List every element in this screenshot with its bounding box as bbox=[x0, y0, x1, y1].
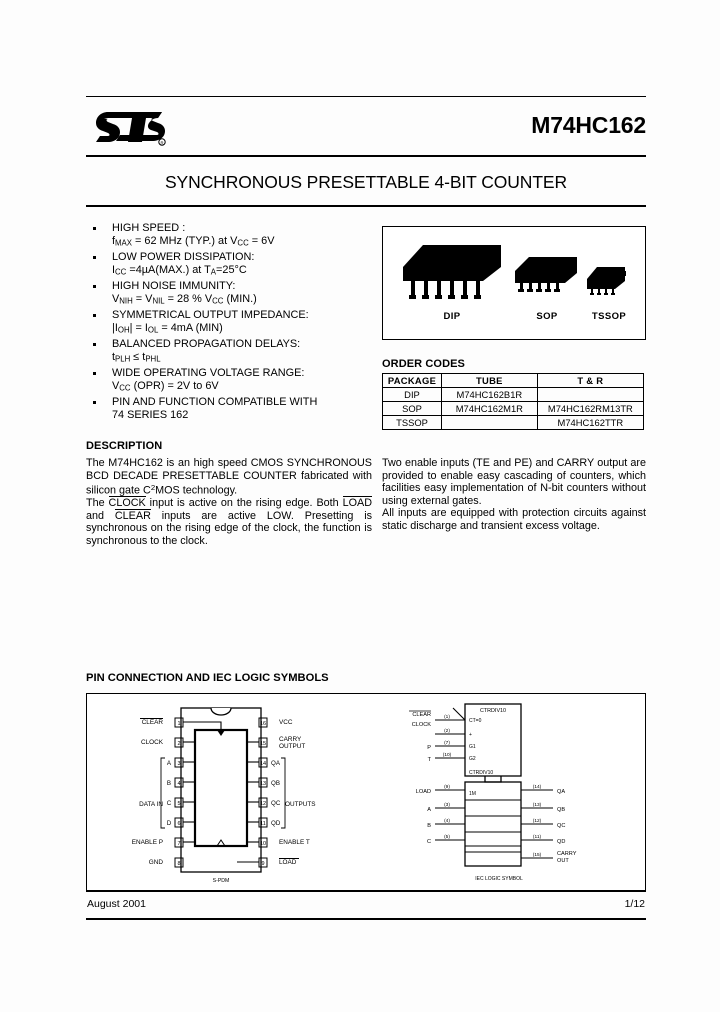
iec-logic-symbol-diagram bbox=[409, 704, 577, 882]
pin-label-clock: CLOCK bbox=[140, 739, 163, 746]
description-text: input is active on the rising edge. Both bbox=[145, 497, 343, 510]
pin-connection-panel bbox=[86, 693, 646, 892]
iec-label-clear: CLEAR bbox=[412, 712, 431, 718]
description-paragraph: Two enable inputs (TE and PE) and CARRY output are provided to enable easy cascading of counters, which facilities easy implementation of N-bit counters without using external gates. bbox=[382, 457, 646, 507]
iec-internal-plus: + bbox=[469, 732, 472, 738]
feature-line-1: LOW POWER DISSIPATION: bbox=[112, 251, 255, 264]
page-content-area bbox=[86, 0, 646, 1012]
iec-title: CTRDIV10 bbox=[479, 708, 507, 714]
iec-pin-number: (10) bbox=[442, 753, 452, 758]
iec-label-b: B bbox=[427, 823, 431, 829]
bullet-icon bbox=[93, 256, 96, 259]
description-heading: DESCRIPTION bbox=[86, 440, 163, 452]
pin-label-carry-2: OUTPUT bbox=[279, 743, 306, 750]
description-right-column bbox=[382, 457, 646, 533]
column-header-package: PACKAGE bbox=[383, 374, 442, 388]
feature-line-2: $V_{CC}$ (OPR) = 2V to 6V bbox=[112, 380, 219, 393]
column-header-tr: T & R bbox=[537, 374, 643, 388]
cell-tube bbox=[441, 416, 537, 430]
bullet-icon bbox=[93, 227, 96, 230]
pin-number: 16 bbox=[259, 721, 267, 727]
feature-line-2: $I_{CC} =4\mu A(MAX.)$ at $T_A=25^\circ C$ bbox=[112, 263, 247, 277]
feature-line-1: PIN AND FUNCTION COMPATIBLE WITH bbox=[112, 396, 318, 409]
pin-number: 9 bbox=[261, 861, 265, 867]
pin-label-enable-p: ENABLE P bbox=[131, 839, 163, 846]
bullet-icon bbox=[93, 372, 96, 375]
iec-pin-number: (2) bbox=[444, 729, 450, 734]
feature-line-2: $V_{NIH} = V_{NIL} = 28$ % $V_{CC}$ (MIN.) bbox=[112, 292, 257, 306]
footer-date: August 2001 bbox=[87, 898, 146, 910]
iec-pin-number: (12) bbox=[532, 819, 542, 824]
pin-group-outputs: OUTPUTS bbox=[285, 801, 316, 808]
iec-internal-m1: 1M bbox=[469, 791, 476, 797]
iec-pin-number: (5) bbox=[444, 835, 450, 840]
iec-out-qb: QB bbox=[557, 807, 566, 813]
page-title: SYNCHRONOUS PRESETTABLE 4-BIT COUNTER bbox=[164, 172, 568, 192]
feature-line-1: BALANCED PROPAGATION DELAYS: bbox=[112, 338, 301, 351]
list-item bbox=[86, 338, 372, 367]
iec-pin-number: (7) bbox=[444, 741, 450, 746]
iec-out-carry-1: CARRY bbox=[557, 851, 577, 857]
pin-label-carry-1: CARRY bbox=[279, 736, 302, 743]
package-dip bbox=[397, 237, 507, 322]
feature-line-1: WIDE OPERATING VOLTAGE RANGE: bbox=[112, 367, 305, 380]
sop-package-icon bbox=[511, 249, 583, 309]
header-rule-top bbox=[86, 96, 646, 97]
description-text: inputs are active LOW. Presetting is synchronous on the rising edge of the clock, the function is synchronous to the clock. bbox=[86, 509, 373, 548]
svg-text:R: R bbox=[160, 140, 164, 146]
feature-line-1: HIGH SPEED : bbox=[112, 222, 186, 234]
feature-line-1: SYMMETRICAL OUTPUT IMPEDANCE: bbox=[112, 309, 309, 322]
description-paragraph bbox=[86, 497, 372, 547]
data-bit-a: A bbox=[166, 760, 172, 767]
pin-number: 15 bbox=[259, 741, 267, 747]
output-qb: QB bbox=[271, 780, 280, 787]
feature-line-2: 74 SERIES 162 bbox=[112, 409, 189, 422]
cell-tube: M74HC162B1R bbox=[441, 388, 537, 402]
pin-label-load: LOAD bbox=[279, 859, 297, 866]
pin-number: 12 bbox=[259, 801, 267, 807]
table-row bbox=[383, 416, 644, 430]
pin-number: 8 bbox=[177, 861, 181, 867]
footer-rule-bottom bbox=[86, 918, 646, 920]
package-sop bbox=[511, 249, 583, 322]
pin-number: 5 bbox=[177, 801, 181, 807]
pin-connection-heading: PIN CONNECTION AND IEC LOGIC SYMBOLS bbox=[86, 672, 329, 684]
pin-number: 11 bbox=[260, 821, 266, 827]
footer-rule-top bbox=[86, 890, 646, 891]
column-header-tube: TUBE bbox=[441, 374, 537, 388]
clock-signal-name: CLOCK bbox=[108, 497, 146, 510]
description-text: The bbox=[86, 497, 109, 510]
header-rule-middle bbox=[86, 155, 646, 157]
pin-label-clear: CLEAR bbox=[141, 719, 163, 726]
list-item bbox=[86, 222, 372, 251]
list-item bbox=[86, 280, 372, 309]
pin-number: 6 bbox=[177, 821, 181, 827]
list-item bbox=[86, 251, 372, 280]
package-label: DIP bbox=[443, 311, 461, 322]
package-label: SOP bbox=[536, 311, 558, 322]
header-rule-bottom bbox=[86, 205, 646, 207]
output-qd: QD bbox=[271, 820, 281, 827]
iec-pin-number: (11) bbox=[532, 835, 542, 840]
pin-group-data-in: DATA IN bbox=[139, 801, 163, 808]
iec-pin-number: (3) bbox=[444, 803, 450, 808]
features-list bbox=[86, 222, 372, 423]
cell-tr bbox=[537, 388, 643, 402]
feature-line-1: HIGH NOISE IMMUNITY: bbox=[112, 280, 236, 293]
list-item bbox=[86, 396, 372, 422]
iec-pin-number: (1) bbox=[444, 715, 450, 720]
iec-label-a: A bbox=[427, 807, 431, 813]
pin-label-enable-t: ENABLE T bbox=[279, 839, 310, 846]
iec-pin-number: (15) bbox=[532, 853, 542, 858]
bullet-icon bbox=[93, 401, 96, 404]
cell-package: TSSOP bbox=[383, 416, 442, 430]
bullet-icon bbox=[93, 285, 96, 288]
feature-line-2: $f_{MAX} = 62$ MHz (TYP.) at $V_{CC} = 6V$ bbox=[112, 234, 275, 248]
feature-line-2: $|I_{OH}| = I_{OL} = 4mA$ (MIN) bbox=[112, 322, 223, 335]
footer-page-number: 1/12 bbox=[624, 898, 645, 910]
table-row bbox=[383, 388, 644, 402]
output-qa: QA bbox=[271, 760, 280, 767]
order-codes-table bbox=[382, 373, 644, 430]
description-text: and bbox=[86, 509, 115, 522]
pin-number: 13 bbox=[259, 781, 267, 787]
iec-pin-number: (9) bbox=[444, 785, 450, 790]
iec-pin-number: (14) bbox=[532, 785, 542, 790]
package-label: TSSOP bbox=[591, 311, 627, 322]
outputs-bracket bbox=[281, 758, 285, 828]
iec-label-c: C bbox=[426, 839, 431, 845]
pin-label-gnd: GND bbox=[148, 859, 163, 866]
part-number: M74HC162 bbox=[531, 112, 646, 138]
iec-pin-number: (4) bbox=[444, 819, 450, 824]
iec-label-load: LOAD bbox=[415, 789, 431, 795]
iec-label-clock: CLOCK bbox=[411, 722, 431, 728]
iec-out-qc: QC bbox=[557, 823, 566, 829]
description-left-column bbox=[86, 457, 372, 548]
iec-out-qd: QD bbox=[557, 839, 566, 845]
iec-pin-number: (13) bbox=[532, 803, 542, 808]
data-bit-b: B bbox=[166, 780, 172, 787]
iec-internal-div: CTRDIV10 bbox=[469, 770, 494, 776]
output-qc: QC bbox=[271, 800, 281, 807]
data-in-bracket bbox=[161, 758, 165, 828]
pin-and-logic-diagrams bbox=[87, 694, 643, 889]
iec-internal-ct: CT=0 bbox=[469, 718, 482, 724]
package-tssop bbox=[581, 259, 637, 322]
dip-pinout-diagram bbox=[132, 708, 316, 884]
pin-number: 2 bbox=[177, 741, 181, 747]
data-bit-d: D bbox=[166, 820, 172, 827]
iec-internal-g1: G1 bbox=[469, 744, 476, 750]
tssop-package-icon bbox=[581, 259, 637, 309]
cell-tr: M74HC162TTR bbox=[537, 416, 643, 430]
bullet-icon bbox=[93, 343, 96, 346]
list-item bbox=[86, 309, 372, 338]
iec-label-p: P bbox=[427, 745, 431, 751]
bullet-icon bbox=[93, 314, 96, 317]
cell-tr: M74HC162RM13TR bbox=[537, 402, 643, 416]
iec-out-carry-2: OUT bbox=[557, 858, 569, 864]
st-logo-icon bbox=[94, 104, 170, 148]
load-signal-name: LOAD bbox=[342, 497, 372, 510]
iec-diagram-caption: IEC LOGIC SYMBOL bbox=[475, 876, 523, 882]
feature-line-2: $t_{PLH} \le t_{PHL}$ bbox=[112, 351, 161, 364]
dip-package-icon bbox=[397, 237, 507, 309]
data-bit-c: C bbox=[166, 800, 172, 807]
table-header-row bbox=[383, 374, 644, 388]
dip-diagram-caption: S-PDM bbox=[212, 878, 230, 884]
description-paragraph: All inputs are equipped with protection circuits against static discharge and transient excess voltage. bbox=[382, 507, 646, 532]
description-text: The M74HC162 is an high speed CMOS SYNCHRONOUS BCD DECADE PRESETTABLE COUNTER fabricated with silicon gate C bbox=[86, 457, 372, 497]
pin-number: 3 bbox=[177, 761, 181, 767]
pin-number: 14 bbox=[259, 761, 267, 767]
cell-package: SOP bbox=[383, 402, 442, 416]
pin-number: 7 bbox=[177, 841, 181, 847]
cell-package: DIP bbox=[383, 388, 442, 402]
pin-number: 10 bbox=[259, 841, 267, 847]
clear-signal-name: CLEAR bbox=[114, 509, 151, 522]
description-text: MOS technology. bbox=[155, 484, 238, 497]
order-codes-heading: ORDER CODES bbox=[382, 358, 465, 370]
iec-label-t: T bbox=[427, 757, 431, 763]
description-paragraph bbox=[86, 457, 372, 497]
pin-number: 4 bbox=[177, 781, 181, 787]
package-illustrations-panel bbox=[382, 226, 646, 340]
iec-out-qa: QA bbox=[557, 789, 566, 795]
pin-number: 1 bbox=[177, 721, 181, 727]
iec-internal-g2: G2 bbox=[469, 756, 476, 762]
cell-tube: M74HC162M1R bbox=[441, 402, 537, 416]
pin-label-vcc: VCC bbox=[279, 719, 293, 726]
table-row bbox=[383, 402, 644, 416]
list-item bbox=[86, 367, 372, 396]
c2mos-superscript: 2 bbox=[150, 483, 156, 493]
